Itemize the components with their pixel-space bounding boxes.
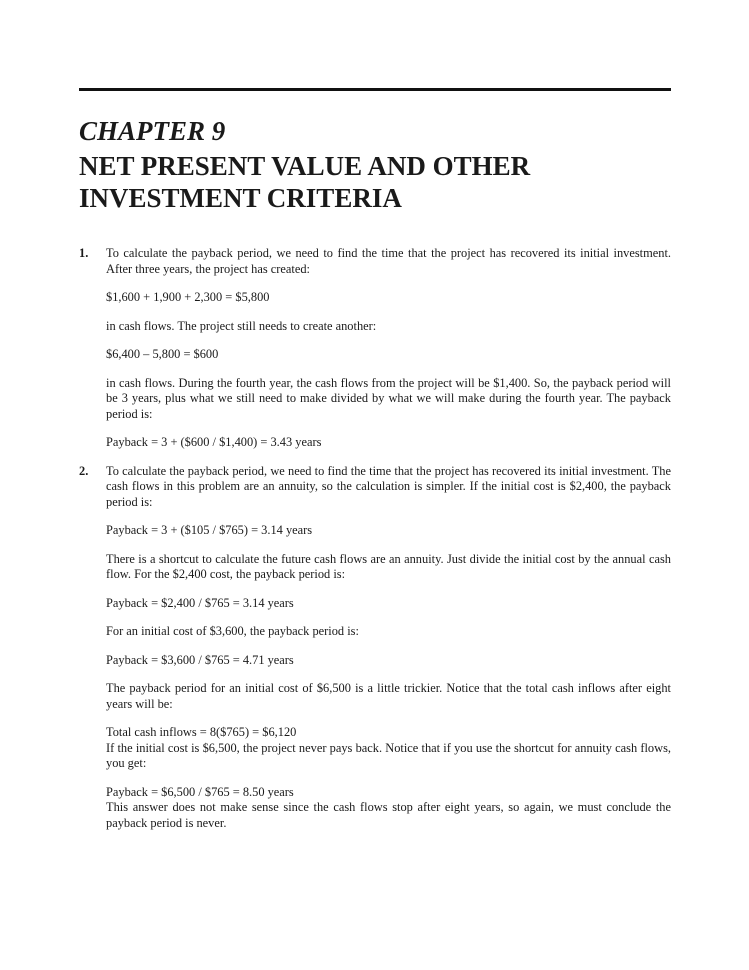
problem-2-text: The payback period for an initial cost of $6,500 is a little trickier. Notice that the total cash inflows after eight years will be: (106, 681, 671, 711)
chapter-label: CHAPTER 9 (79, 116, 226, 146)
header-rule (79, 88, 671, 91)
problem-2 (79, 464, 671, 832)
problem-2-text: For an initial cost of $3,600, the payback period is: (106, 624, 359, 638)
problem-number: 1. (79, 246, 89, 260)
equation-remaining: $6,400 – 5,800 = $600 (106, 347, 219, 361)
problem-1-explanation: in cash flows. During the fourth year, the cash flows from the project will be $1,400. So, the payback period will be 3 years, plus what we still need to make divided by what we will make during the fourth year. The payback period is: (106, 375, 671, 421)
chapter-title (79, 150, 679, 214)
problem-2-conclusion: This answer does not make sense since the cash flows stop after eight years, so again, we must conclude the payback period is never. (106, 800, 671, 830)
equation-payback: Payback = 3 + ($600 / $1,400) = 3.43 years (106, 435, 322, 449)
shortcut-text: There is a shortcut to calculate the future cash flows are an annuity. Just divide the initial cost by the annual cash flow. For the $2,400 cost, the payback period is: (106, 551, 671, 581)
equation-payback: Payback = $3,600 / $765 = 4.71 years (106, 652, 294, 667)
equation-payback: Payback = 3 + ($105 / $765) = 3.14 years (106, 523, 313, 537)
problem-2-intro: To calculate the payback period, we need to find the time that the project has recovered its initial investment. The cash flows in this problem are an annuity, so the calculation is simpler. If the initial cost is $2,400, the payback period is: (106, 463, 671, 509)
problem-2-text: If the initial cost is $6,500, the project never pays back. Notice that if you use the shortcut for annuity cash flows, you get: (106, 740, 671, 770)
equation-payback: Payback = $6,500 / $765 = 8.50 years (106, 784, 294, 799)
equation-cash-total: $1,600 + 1,900 + 2,300 = $5,800 (106, 290, 270, 304)
equation-total-inflows: Total cash inflows = 8($765) = $6,120 (106, 725, 297, 739)
chapter-title-line-1: NET PRESENT VALUE AND OTHER (79, 151, 531, 181)
problem-1 (79, 246, 671, 451)
problem-1-intro: To calculate the payback period, we need to find the time that the project has recovered its initial investment. After three years, the project has created: (106, 246, 671, 276)
solutions-body (79, 246, 671, 831)
problem-1-text: in cash flows. The project still needs to create another: (106, 318, 377, 333)
equation-payback: Payback = $2,400 / $765 = 3.14 years (106, 595, 294, 610)
problem-number: 2. (79, 463, 89, 478)
chapter-title-line-2: INVESTMENT CRITERIA (79, 183, 402, 213)
